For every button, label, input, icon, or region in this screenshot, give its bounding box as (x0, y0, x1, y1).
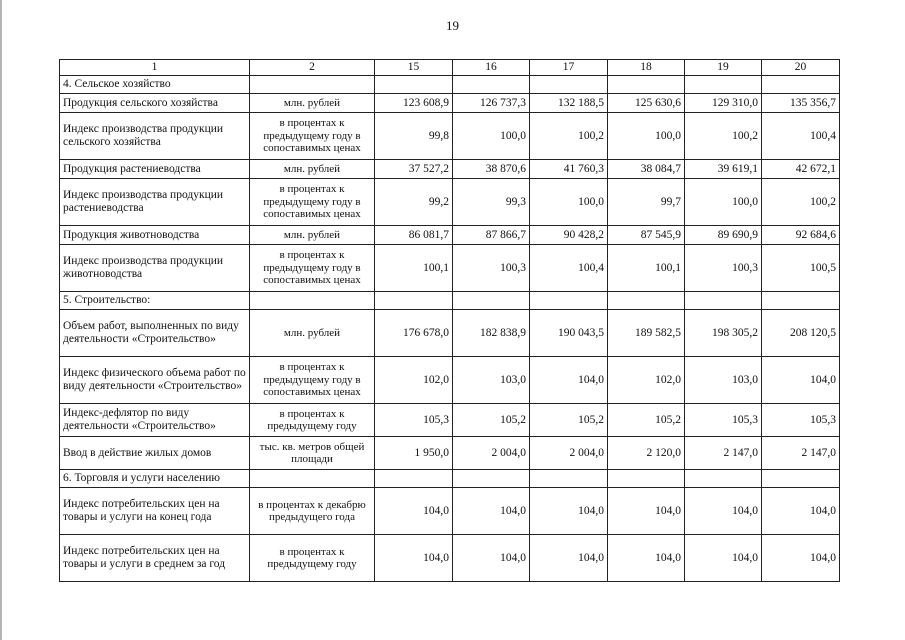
empty-cell (375, 292, 453, 310)
value-cell: 89 690,9 (685, 226, 762, 245)
table-row (60, 113, 840, 160)
value-cell: 100,0 (530, 179, 608, 226)
empty-cell (453, 292, 530, 310)
unit-of-measure: млн. рублей (250, 226, 375, 245)
indicator-name: Продукция растениеводства (60, 160, 250, 179)
unit-of-measure: млн. рублей (250, 160, 375, 179)
value-cell: 102,0 (375, 357, 453, 404)
value-cell: 102,0 (608, 357, 685, 404)
table-row (60, 226, 840, 245)
value-cell: 100,2 (530, 113, 608, 160)
empty-cell (250, 76, 375, 94)
indicator-name: Индекс производства продукции животноводства (60, 245, 250, 292)
value-cell: 38 084,7 (608, 160, 685, 179)
value-cell: 90 428,2 (530, 226, 608, 245)
value-cell: 87 866,7 (453, 226, 530, 245)
value-cell: 135 356,7 (762, 94, 840, 113)
indicator-name: Ввод в действие жилых домов (60, 437, 250, 470)
empty-cell (453, 76, 530, 94)
empty-cell (608, 470, 685, 488)
empty-cell (762, 76, 840, 94)
empty-cell (685, 470, 762, 488)
value-cell: 123 608,9 (375, 94, 453, 113)
value-cell: 100,3 (685, 245, 762, 292)
value-cell: 100,0 (685, 179, 762, 226)
value-cell: 41 760,3 (530, 160, 608, 179)
value-cell: 125 630,6 (608, 94, 685, 113)
value-cell: 99,7 (608, 179, 685, 226)
indicator-name: Индекс потребительских цен на товары и услуги на конец года (60, 488, 250, 535)
section-title: 6. Торговля и услуги населению (60, 470, 250, 488)
value-cell: 99,2 (375, 179, 453, 226)
value-cell: 182 838,9 (453, 310, 530, 357)
value-cell: 104,0 (762, 535, 840, 582)
header-cell: 19 (685, 60, 762, 76)
section-title: 4. Сельское хозяйство (60, 76, 250, 94)
value-cell: 103,0 (685, 357, 762, 404)
table-header-row (60, 60, 840, 76)
indicator-name: Объем работ, выполненных по виду деятельности «Строительство» (60, 310, 250, 357)
table-row (60, 535, 840, 582)
section-title: 5. Строительство: (60, 292, 250, 310)
unit-of-measure: млн. рублей (250, 310, 375, 357)
indicator-name: Продукция сельского хозяйства (60, 94, 250, 113)
value-cell: 100,4 (530, 245, 608, 292)
value-cell: 1 950,0 (375, 437, 453, 470)
table-row (60, 437, 840, 470)
value-cell: 100,2 (762, 179, 840, 226)
empty-cell (375, 76, 453, 94)
value-cell: 104,0 (762, 488, 840, 535)
value-cell: 2 004,0 (530, 437, 608, 470)
value-cell: 38 870,6 (453, 160, 530, 179)
value-cell: 87 545,9 (608, 226, 685, 245)
value-cell: 100,1 (375, 245, 453, 292)
forecast-table (59, 59, 840, 582)
header-cell: 20 (762, 60, 840, 76)
value-cell: 100,4 (762, 113, 840, 160)
value-cell: 132 188,5 (530, 94, 608, 113)
empty-cell (530, 470, 608, 488)
empty-cell (453, 470, 530, 488)
header-cell: 1 (60, 60, 250, 76)
empty-cell (375, 470, 453, 488)
value-cell: 104,0 (375, 488, 453, 535)
value-cell: 208 120,5 (762, 310, 840, 357)
value-cell: 105,2 (608, 404, 685, 437)
value-cell: 2 147,0 (685, 437, 762, 470)
value-cell: 99,3 (453, 179, 530, 226)
unit-of-measure: в процентах к предыдущему году в сопоставимых ценах (250, 113, 375, 160)
value-cell: 100,3 (453, 245, 530, 292)
page-edge-line (0, 0, 2, 640)
table-row (60, 404, 840, 437)
value-cell: 104,0 (762, 357, 840, 404)
page-number: 19 (446, 18, 459, 33)
value-cell: 100,2 (685, 113, 762, 160)
table-body (60, 60, 840, 582)
value-cell: 104,0 (375, 535, 453, 582)
empty-cell (530, 76, 608, 94)
table-row (60, 160, 840, 179)
unit-of-measure: тыс. кв. метров общей площади (250, 437, 375, 470)
unit-of-measure: в процентах к предыдущему году в сопоставимых ценах (250, 245, 375, 292)
value-cell: 126 737,3 (453, 94, 530, 113)
header-cell: 18 (608, 60, 685, 76)
unit-of-measure: в процентах к предыдущему году в сопоставимых ценах (250, 179, 375, 226)
indicator-name: Индекс физического объема работ по виду деятельности «Строительство» (60, 357, 250, 404)
value-cell: 86 081,7 (375, 226, 453, 245)
section-header-row (60, 470, 840, 488)
indicator-name: Индекс-дефлятор по виду деятельности «Строительство» (60, 404, 250, 437)
value-cell: 104,0 (530, 535, 608, 582)
table-row (60, 245, 840, 292)
empty-cell (608, 76, 685, 94)
empty-cell (762, 292, 840, 310)
empty-cell (608, 292, 685, 310)
indicator-name: Индекс производства продукции сельского хозяйства (60, 113, 250, 160)
value-cell: 198 305,2 (685, 310, 762, 357)
empty-cell (685, 292, 762, 310)
value-cell: 100,0 (608, 113, 685, 160)
unit-of-measure: в процентах к предыдущему году (250, 535, 375, 582)
value-cell: 2 120,0 (608, 437, 685, 470)
value-cell: 100,0 (453, 113, 530, 160)
header-cell: 17 (530, 60, 608, 76)
unit-of-measure: млн. рублей (250, 94, 375, 113)
value-cell: 104,0 (530, 488, 608, 535)
value-cell: 105,2 (530, 404, 608, 437)
value-cell: 105,3 (685, 404, 762, 437)
value-cell: 2 004,0 (453, 437, 530, 470)
header-cell: 2 (250, 60, 375, 76)
table-row (60, 357, 840, 404)
table-row (60, 94, 840, 113)
value-cell: 189 582,5 (608, 310, 685, 357)
indicator-name: Продукция животноводства (60, 226, 250, 245)
value-cell: 37 527,2 (375, 160, 453, 179)
unit-of-measure: в процентах к предыдущему году (250, 404, 375, 437)
value-cell: 103,0 (453, 357, 530, 404)
table-row (60, 310, 840, 357)
table-row (60, 488, 840, 535)
value-cell: 92 684,6 (762, 226, 840, 245)
value-cell: 39 619,1 (685, 160, 762, 179)
value-cell: 100,5 (762, 245, 840, 292)
value-cell: 190 043,5 (530, 310, 608, 357)
value-cell: 104,0 (685, 488, 762, 535)
header-cell: 15 (375, 60, 453, 76)
table-row (60, 179, 840, 226)
empty-cell (762, 470, 840, 488)
empty-cell (250, 470, 375, 488)
value-cell: 104,0 (608, 535, 685, 582)
value-cell: 176 678,0 (375, 310, 453, 357)
value-cell: 104,0 (530, 357, 608, 404)
value-cell: 99,8 (375, 113, 453, 160)
value-cell: 100,1 (608, 245, 685, 292)
unit-of-measure: в процентах к декабрю предыдущего года (250, 488, 375, 535)
empty-cell (530, 292, 608, 310)
value-cell: 104,0 (453, 488, 530, 535)
empty-cell (250, 292, 375, 310)
value-cell: 104,0 (685, 535, 762, 582)
indicator-name: Индекс потребительских цен на товары и услуги в среднем за год (60, 535, 250, 582)
value-cell: 104,0 (608, 488, 685, 535)
value-cell: 104,0 (453, 535, 530, 582)
value-cell: 105,3 (375, 404, 453, 437)
value-cell: 42 672,1 (762, 160, 840, 179)
empty-cell (685, 76, 762, 94)
value-cell: 129 310,0 (685, 94, 762, 113)
section-header-row (60, 76, 840, 94)
value-cell: 105,3 (762, 404, 840, 437)
section-header-row (60, 292, 840, 310)
value-cell: 105,2 (453, 404, 530, 437)
header-cell: 16 (453, 60, 530, 76)
value-cell: 2 147,0 (762, 437, 840, 470)
unit-of-measure: в процентах к предыдущему году в сопоставимых ценах (250, 357, 375, 404)
indicator-name: Индекс производства продукции растениеводства (60, 179, 250, 226)
